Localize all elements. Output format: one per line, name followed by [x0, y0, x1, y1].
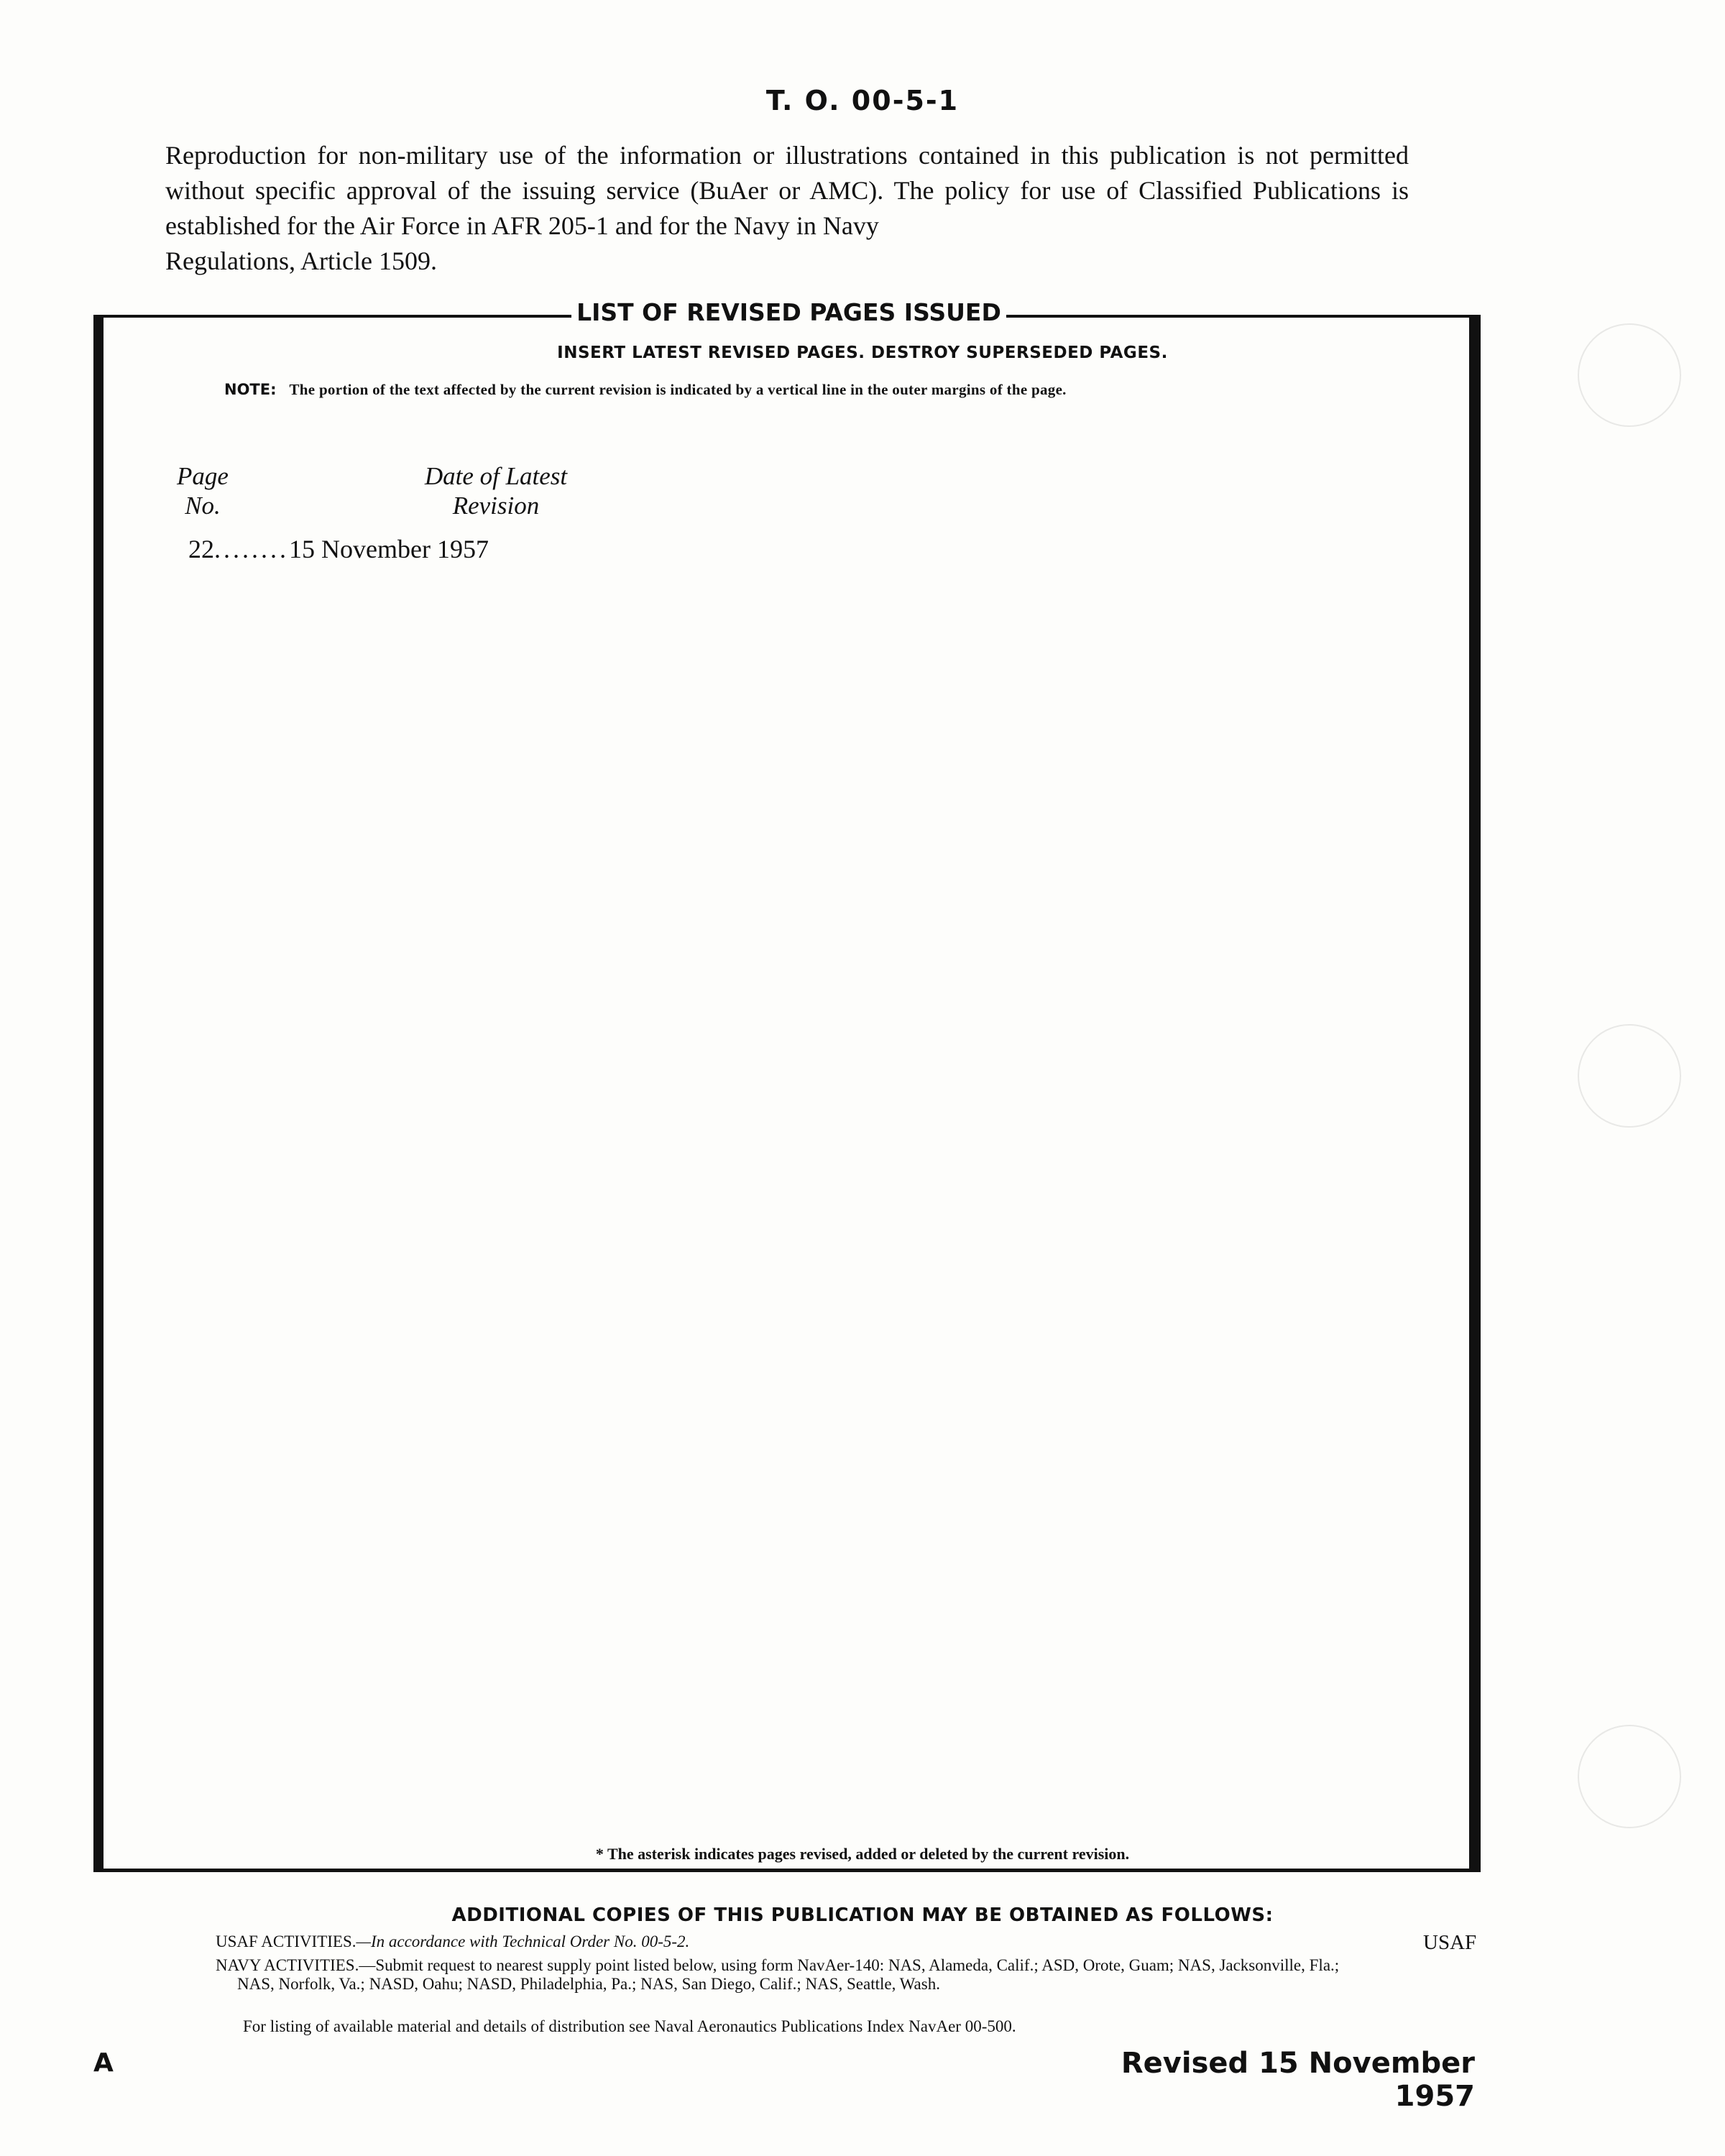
revised-date-footer: Revised 15 November 1957: [1121, 2047, 1475, 2113]
usaf-text: —In accordance with Technical Order No. 00-5-2.: [356, 1932, 690, 1950]
reproduction-notice: Reproduction for non-military use of the information or illustrations contained in this publication is not permitted without specific approval of the issuing service (BuAer or AMC). The policy for use of Classified Publications is established for the Air Force in AFR 205-1 and for the Navy in Navy: [165, 141, 1409, 240]
title-rule-right: [1006, 315, 1481, 318]
frame-bottom-border: [93, 1869, 1481, 1872]
navy-label: NAVY ACTIVITIES.: [216, 1956, 359, 1974]
asterisk-note: * The asterisk indicates pages revised, added or deleted by the current revision.: [595, 1845, 1130, 1863]
listing-info: For listing of available material and details of distribution see Naval Aeronautics Publications Index NavAer 00-500.: [243, 2017, 1016, 2035]
document-number: T. O. 00-5-1: [765, 85, 960, 116]
reproduction-notice-last-line: Regulations, Article 1509.: [165, 247, 437, 275]
revised-pages-title: LIST OF REVISED PAGES ISSUED: [576, 298, 1001, 326]
note-label: NOTE:: [224, 381, 277, 398]
column-header-date: Date of Latest Revision: [424, 462, 568, 520]
usaf-label: USAF ACTIVITIES.: [216, 1932, 356, 1950]
punch-hole-middle: [1578, 1024, 1681, 1128]
revision-page-number: 22: [188, 535, 214, 563]
punch-hole-top: [1578, 323, 1681, 427]
frame-right-border: [1469, 316, 1481, 1872]
page-letter: A: [93, 2048, 114, 2078]
additional-copies-title: ADDITIONAL COPIES OF THIS PUBLICATION MAY BE OBTAINED AS FOLLOWS:: [451, 1904, 1274, 1926]
punch-hole-bottom: [1578, 1725, 1681, 1828]
navy-text: —Submit request to nearest supply point listed below, using form NavAer-140: NAS, Alameda, Calif.; ASD, Orote, Guam; NAS, Jacksonville, Fla.; NAS, Norfolk, Va.; NASD, Oahu; NASD, Philadelphia, Pa.; NAS, San Diego, Calif.; NAS, Seattle, Wash.: [237, 1956, 1340, 1993]
column-header-page-no: Page No.: [177, 462, 229, 520]
revision-date: 15 November 1957: [289, 535, 489, 563]
usaf-tag: USAF: [1423, 1931, 1477, 1954]
usaf-activities: [216, 1932, 689, 1951]
note-text: The portion of the text affected by the current revision is indicated by a vertical line in the outer margins of the page.: [289, 381, 1067, 398]
revision-row: [188, 534, 489, 564]
frame-left-border: [93, 316, 104, 1872]
insert-instruction: INSERT LATEST REVISED PAGES. DESTROY SUPERSEDED PAGES.: [557, 344, 1168, 362]
dot-leader: ........: [214, 535, 289, 563]
navy-activities: [216, 1956, 1358, 1994]
revision-note: [224, 381, 1067, 399]
title-rule-left: [93, 315, 571, 318]
